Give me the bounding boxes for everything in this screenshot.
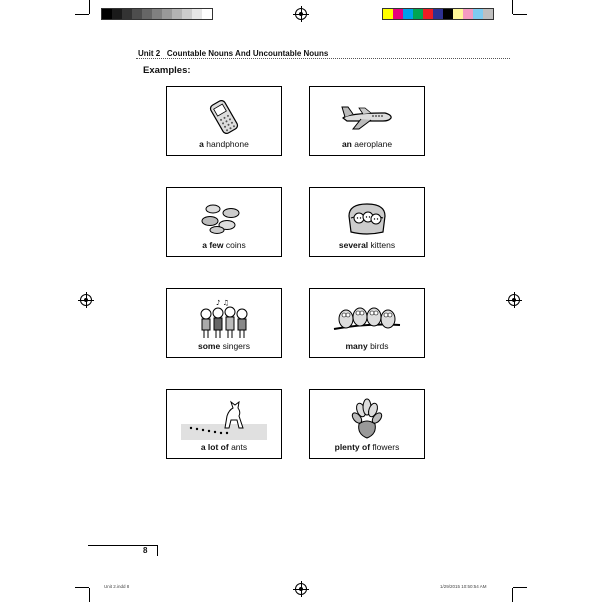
color-swatch xyxy=(152,9,162,19)
crop-mark xyxy=(512,0,513,14)
color-swatch xyxy=(182,9,192,19)
unit-label: Unit 2 xyxy=(138,49,161,58)
kittens-icon xyxy=(345,198,389,238)
flowers-icon xyxy=(347,398,387,442)
quantifier: a xyxy=(199,139,204,149)
color-swatch xyxy=(433,9,443,19)
aeroplane-icon xyxy=(339,102,395,132)
crop-mark xyxy=(89,588,90,602)
noun: aeroplane xyxy=(354,139,393,149)
crop-mark xyxy=(75,14,89,15)
quantifier: an xyxy=(341,139,352,149)
example-card-handphone xyxy=(166,86,282,156)
color-swatch xyxy=(483,9,493,19)
svg-text:♪ ♫: ♪ ♫ xyxy=(216,299,229,307)
color-swatch xyxy=(162,9,172,19)
unit-header xyxy=(138,49,328,58)
page-number: 8 xyxy=(143,546,148,555)
quantifier: plenty of xyxy=(334,442,371,452)
quantifier: a few xyxy=(202,240,224,250)
quantifier: several xyxy=(338,240,369,250)
header-divider xyxy=(136,58,510,59)
quantifier: many xyxy=(345,341,368,351)
example-card-birds xyxy=(309,288,425,358)
color-swatch xyxy=(443,9,453,19)
color-swatch xyxy=(102,9,112,19)
example-card-flowers xyxy=(309,389,425,459)
color-swatch xyxy=(423,9,433,19)
example-card-singers xyxy=(166,288,282,358)
color-swatch xyxy=(463,9,473,19)
examples-heading: Examples: xyxy=(143,65,191,76)
noun: kittens xyxy=(370,240,396,250)
quantifier: a lot of xyxy=(200,442,229,452)
color-swatch xyxy=(403,9,413,19)
color-swatch xyxy=(202,9,212,19)
crop-mark xyxy=(512,588,513,602)
color-swatch xyxy=(192,9,202,19)
registration-mark-icon xyxy=(508,294,520,306)
noun: handphone xyxy=(206,139,249,149)
example-card-coins xyxy=(166,187,282,257)
color-swatch xyxy=(453,9,463,19)
ants-icon xyxy=(181,398,267,442)
registration-mark-icon xyxy=(80,294,92,306)
crop-mark xyxy=(75,587,89,588)
handphone-icon xyxy=(204,99,244,135)
quantifier: some xyxy=(198,341,221,351)
crop-mark xyxy=(513,14,527,15)
singers-icon xyxy=(196,298,252,340)
unit-title: Countable Nouns And Uncountable Nouns xyxy=(166,49,329,58)
noun: coins xyxy=(225,240,246,250)
color-swatch xyxy=(122,9,132,19)
noun: ants xyxy=(231,442,248,452)
registration-mark-icon xyxy=(295,583,307,595)
color-swatch xyxy=(112,9,122,19)
color-swatch xyxy=(393,9,403,19)
noun: singers xyxy=(222,341,250,351)
color-swatch xyxy=(383,9,393,19)
example-card-ants xyxy=(166,389,282,459)
color-swatch xyxy=(132,9,142,19)
crop-mark xyxy=(513,587,527,588)
example-card-kittens xyxy=(309,187,425,257)
noun: flowers xyxy=(372,442,400,452)
color-bar xyxy=(382,8,494,20)
slug-file: Unit 2.indd 8 xyxy=(104,584,130,589)
example-card-aeroplane xyxy=(309,86,425,156)
noun: birds xyxy=(370,341,389,351)
color-swatch xyxy=(473,9,483,19)
crop-mark xyxy=(89,0,90,14)
page-number-box xyxy=(88,545,158,556)
coins-icon xyxy=(199,201,249,235)
color-swatch xyxy=(413,9,423,19)
slug-timestamp: 1/29/2015 10:50:54 AM xyxy=(440,584,487,589)
color-swatch xyxy=(172,9,182,19)
color-swatch xyxy=(142,9,152,19)
registration-mark-icon xyxy=(295,8,307,20)
birds-icon xyxy=(332,299,402,339)
gray-ramp-bar xyxy=(101,8,213,20)
